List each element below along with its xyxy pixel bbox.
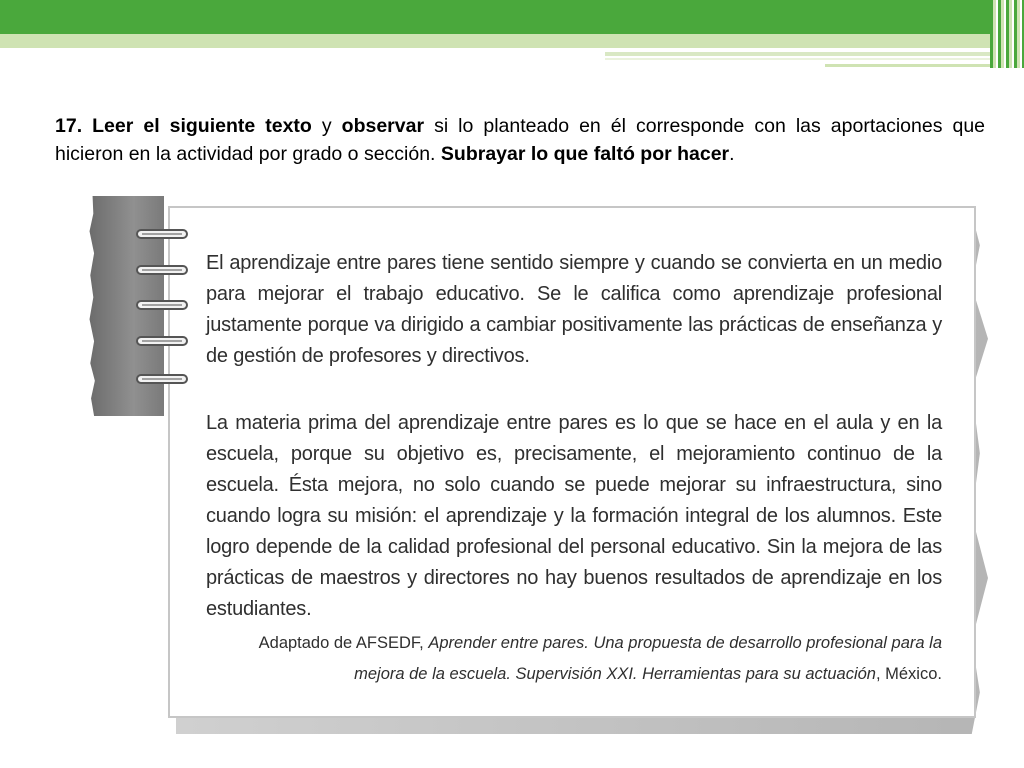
header-banner — [0, 0, 990, 34]
instruction-bold-observe: observar — [341, 115, 425, 137]
header-decor-line — [605, 52, 990, 56]
header-decor-line — [605, 58, 990, 60]
notebook-ring-icon — [136, 264, 188, 276]
notebook-citation — [240, 628, 942, 690]
notebook-ring-icon — [136, 373, 188, 385]
instruction-connector: y — [321, 115, 332, 137]
citation-suffix: , México. — [875, 665, 942, 683]
instruction-text — [55, 112, 985, 168]
instruction-bold-underline: Subrayar lo que faltó por hacer — [440, 143, 730, 165]
notebook-ring-icon — [136, 335, 188, 347]
instruction-bold-read: Leer el siguiente texto — [92, 115, 312, 137]
header-decor-stripes — [990, 0, 1024, 68]
instruction-body: si lo planteado en él corresponde con las aportaciones que hicieron en la actividad por grado o sección. — [55, 115, 986, 165]
notebook-ring-icon — [136, 299, 188, 311]
notebook-ring-icon — [136, 228, 188, 240]
citation-title: Aprender entre pares. Una propuesta de desarrollo profesional para la mejora de la escuela. Supervisión XXI. Herramientas para su actuación — [354, 634, 942, 683]
instruction-end: . — [729, 143, 735, 165]
header-banner-accent — [0, 34, 990, 48]
citation-prefix: Adaptado de AFSEDF, — [258, 634, 424, 652]
instruction-number: 17. — [55, 115, 83, 137]
header-decor-line — [825, 64, 990, 67]
notebook-paragraph-1: El aprendizaje entre pares tiene sentido siempre y cuando se convierta en un medio para mejorar el trabajo educativo. Se le califica como aprendizaje profesional justamente porque va dirigido a cambiar positivamente las prácticas de enseñanza y de gestión de profesores y directivos. — [206, 252, 942, 367]
notebook-paragraph-2: La materia prima del aprendizaje entre pares es lo que se hace en el aula y en la escuela, porque su objetivo es, precisamente, el mejoramiento continuo de la escuela. Ésta mejora, no solo cuando se puede mejorar su infraestructura, sino cuando logra su misión: el aprendizaje y la formación integral de los alumnos. Este logro depende de la calidad profesional del personal educativo. Sin la mejora de las prácticas de maestros y directores no hay buenos resultados de aprendizaje en los estudiantes. — [206, 412, 942, 620]
